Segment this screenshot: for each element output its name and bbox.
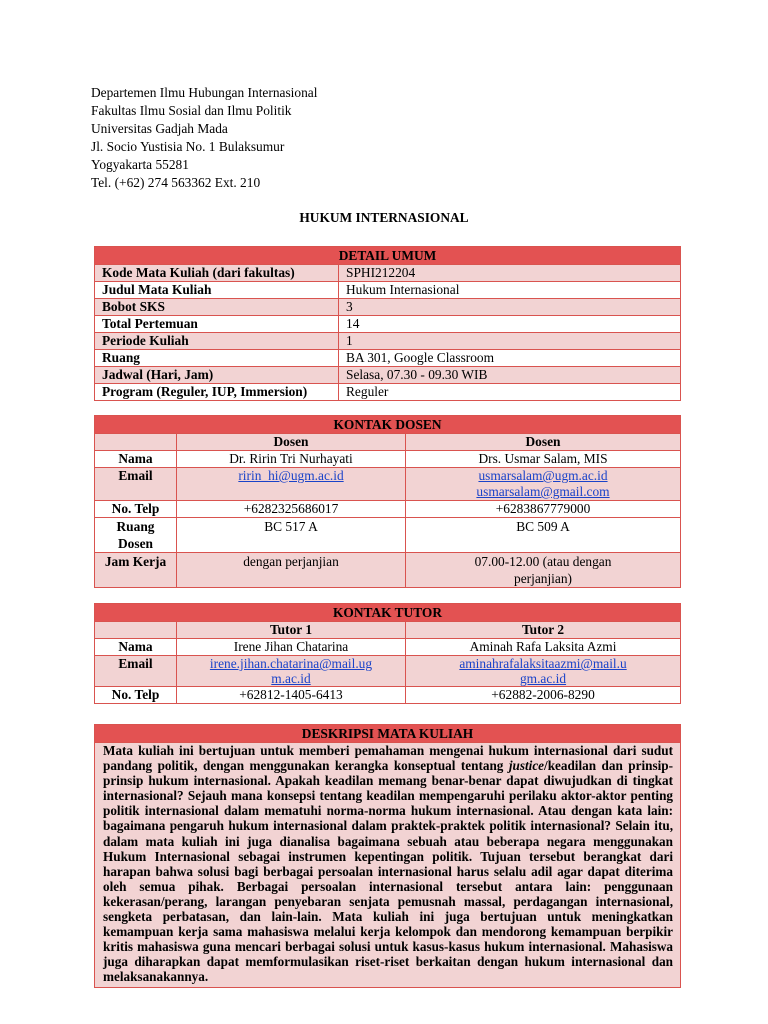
email-line: irene.jihan.chatarina@mail.ug xyxy=(209,656,373,671)
office-hours-line: perjanjian) xyxy=(514,571,572,586)
detail-label: Program (Reguler, IUP, Immersion) xyxy=(95,384,339,401)
detail-umum-heading: DETAIL UMUM xyxy=(95,247,681,265)
office-hours-line: 07.00-12.00 (atau dengan xyxy=(474,554,612,569)
telp-label: No. Telp xyxy=(95,687,177,704)
description-text: Mata kuliah ini bertujuan untuk memberi pemahaman mengenai hukum internasional dari sudut pandang politik, dengan menggunakan kerangka konseptual tentang xyxy=(103,743,673,774)
dosen-office-hours: dengan perjanjian xyxy=(177,553,406,588)
email-line: m.ac.id xyxy=(271,671,311,686)
detail-row xyxy=(95,367,681,384)
telp-label: No. Telp xyxy=(95,501,177,518)
description-text: /keadilan dan prinsip-prinsip hukum internasional. Apakah keadilan memang benar-benar dapat diwujudkan di tingkat internasional? Sejauh mana konsepsi tentang keadilan mempengaruhi perilaku aktor-aktor penting politik internasional dalam mematuhi norma-norma hukum internasional. Atau dengan kata lain: bagaimana pengaruh hukum internasional dalam praktek-praktek politik internasional? Selain itu, dalam mata kuliah ini juga dianalisa bagaimana sebuah atau beberapa negara menggunakan Hukum Internasional sebagai instrumen kepentingan politik. Tujuan tersebut berangkat dari harapan bahwa solusi bagi berbagai persoalan internasional harus selalu adil agar dapat diterima oleh semua pihak. Berbagai persoalan internasional tersebut antara lain: penggunaan kekerasan/perang, larangan penyebaran senjata pemusnah massal, perdagangan internasional, sengketa perbatasan, dan lain-lain. Mata kuliah ini juga bertujuan untuk meningkatkan kemampuan kerja sama mahasiswa melalui kerja kelompok dan mendorong kemampuan berpikir kritis mahasiswa guna mencari berbagai solusi untuk kasus-kasus hukum internasional. Mahasiswa juga diharapkan dapat memformulasikan riset-riset berkaitan dengan hukum internasional dan melaksanakannya. xyxy=(103,758,673,985)
tutor-name: Irene Jihan Chatarina xyxy=(177,639,406,656)
detail-value: 3 xyxy=(339,299,681,316)
kontak-tutor-table xyxy=(94,603,681,704)
university-name: Universitas Gadjah Mada xyxy=(91,121,228,137)
detail-value: Hukum Internasional xyxy=(339,282,681,299)
detail-row xyxy=(95,282,681,299)
detail-value: 1 xyxy=(339,333,681,350)
detail-row xyxy=(95,333,681,350)
deskripsi-heading: DESKRIPSI MATA KULIAH xyxy=(95,725,681,743)
ruang-label-line: Ruang xyxy=(116,519,155,534)
dosen-office-hours xyxy=(406,553,681,588)
email-label: Email xyxy=(95,468,177,501)
tutor-email-link[interactable] xyxy=(459,656,626,686)
detail-label: Ruang xyxy=(95,350,339,367)
detail-row xyxy=(95,384,681,401)
detail-value: SPHI212204 xyxy=(339,265,681,282)
tutor-column-header: Tutor 2 xyxy=(406,622,681,639)
document-title: HUKUM INTERNASIONAL xyxy=(299,210,469,225)
dosen-name: Drs. Usmar Salam, MIS xyxy=(406,451,681,468)
dosen-column-header: Dosen xyxy=(177,434,406,451)
kontak-dosen-heading: KONTAK DOSEN xyxy=(95,416,681,434)
detail-row xyxy=(95,316,681,333)
detail-value: BA 301, Google Classroom xyxy=(339,350,681,367)
empty-cell xyxy=(95,622,177,639)
dosen-name: Dr. Ririn Tri Nurhayati xyxy=(177,451,406,468)
detail-value: Selasa, 07.30 - 09.30 WIB xyxy=(339,367,681,384)
dosen-email-link[interactable]: usmarsalam@gmail.com xyxy=(476,484,610,499)
detail-label: Jadwal (Hari, Jam) xyxy=(95,367,339,384)
faculty-name: Fakultas Ilmu Sosial dan Ilmu Politik xyxy=(91,103,292,119)
tutor-name: Aminah Rafa Laksita Azmi xyxy=(406,639,681,656)
detail-label: Periode Kuliah xyxy=(95,333,339,350)
tutor-phone: +62812-1405-6413 xyxy=(177,687,406,704)
ruang-label-line: Dosen xyxy=(118,536,153,551)
detail-label: Judul Mata Kuliah xyxy=(95,282,339,299)
tutor-column-header: Tutor 1 xyxy=(177,622,406,639)
deskripsi-table xyxy=(94,724,681,988)
tutor-email-link[interactable] xyxy=(210,656,372,686)
email-label: Email xyxy=(95,656,177,687)
description-italic-term: justice xyxy=(508,758,545,774)
department-name: Departemen Ilmu Hubungan Internasional xyxy=(91,85,318,100)
detail-row xyxy=(95,299,681,316)
detail-value: Reguler xyxy=(339,384,681,401)
dosen-room: BC 509 A xyxy=(406,518,681,553)
telephone: Tel. (+62) 274 563362 Ext. 210 xyxy=(91,175,261,191)
dosen-column-header: Dosen xyxy=(406,434,681,451)
dosen-phone: +6283867779000 xyxy=(406,501,681,518)
detail-umum-table xyxy=(94,246,681,401)
detail-label: Bobot SKS xyxy=(95,299,339,316)
detail-row xyxy=(95,350,681,367)
detail-label: Total Pertemuan xyxy=(95,316,339,333)
tutor-phone: +62882-2006-8290 xyxy=(406,687,681,704)
nama-label: Nama xyxy=(95,639,177,656)
institution-address xyxy=(91,84,317,193)
email-line: gm.ac.id xyxy=(519,671,567,686)
dosen-room: BC 517 A xyxy=(177,518,406,553)
dosen-email-link[interactable]: ririn_hi@ugm.ac.id xyxy=(238,468,344,483)
jam-kerja-label: Jam Kerja xyxy=(95,553,177,588)
kontak-tutor-heading: KONTAK TUTOR xyxy=(95,604,681,622)
ruang-dosen-label xyxy=(95,518,177,553)
course-description xyxy=(95,743,681,988)
email-line: aminahrafalaksitaazmi@mail.u xyxy=(459,656,627,671)
dosen-email-link[interactable]: usmarsalam@ugm.ac.id xyxy=(478,468,608,483)
city-postcode: Yogyakarta 55281 xyxy=(91,157,189,173)
detail-value: 14 xyxy=(339,316,681,333)
detail-label: Kode Mata Kuliah (dari fakultas) xyxy=(95,265,339,282)
nama-label: Nama xyxy=(95,451,177,468)
kontak-dosen-table xyxy=(94,415,681,588)
street-address: Jl. Socio Yustisia No. 1 Bulaksumur xyxy=(91,139,285,155)
detail-row xyxy=(95,265,681,282)
empty-cell xyxy=(95,434,177,451)
dosen-phone: +6282325686017 xyxy=(177,501,406,518)
